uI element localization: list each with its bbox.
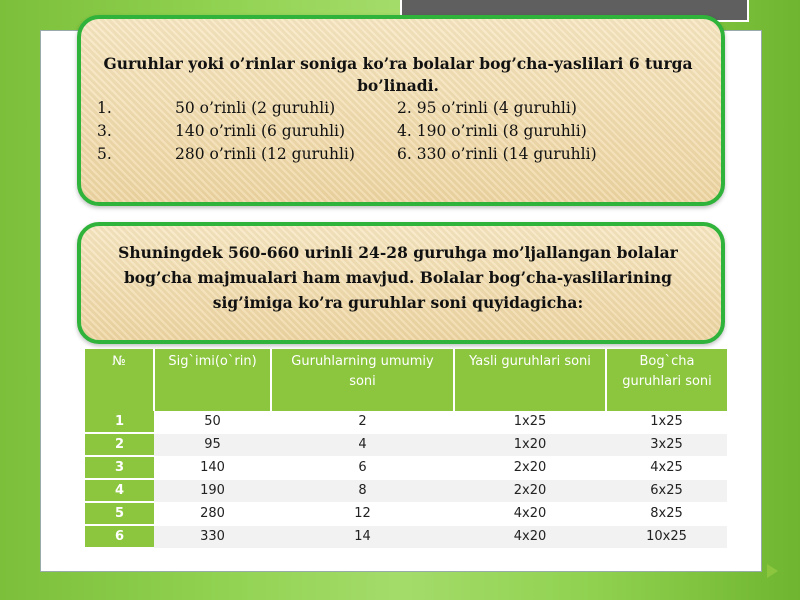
groups-info-list xyxy=(97,97,699,166)
cell-index: 6 xyxy=(85,525,154,548)
cell-nursery-groups: 1x25 xyxy=(454,411,606,433)
cell-index: 4 xyxy=(85,479,154,502)
groups-info-row xyxy=(97,120,699,143)
table-row xyxy=(85,502,727,525)
header-kindergarten-groups: Bog`cha guruhlari soni xyxy=(606,349,727,411)
table-row xyxy=(85,411,727,433)
row-item-left: 50 o’rinli (2 guruhli) xyxy=(175,99,336,117)
complexes-info-text: Shuningdek 560-660 urinli 24-28 guruhga mo’ljallangan bolalar bog’cha majmualari ham mavjud. Bolalar bog’cha-yaslilarining sig’imiga ko’ra guruhlar soni quyidagicha: xyxy=(118,243,678,312)
cell-capacity: 50 xyxy=(154,411,271,433)
cell-total-groups: 14 xyxy=(271,525,454,548)
header-total-groups: Guruhlarning umumiy soni xyxy=(271,349,454,411)
table-row xyxy=(85,525,727,548)
row-item-right: 4. 190 o’rinli (8 guruhli) xyxy=(397,122,587,140)
cell-kindergarten-groups: 6x25 xyxy=(606,479,727,502)
row-number: 1. xyxy=(97,99,112,117)
cell-total-groups: 8 xyxy=(271,479,454,502)
row-item-right: 6. 330 o’rinli (14 guruhli) xyxy=(397,145,597,163)
cell-nursery-groups: 4x20 xyxy=(454,525,606,548)
cell-capacity: 140 xyxy=(154,456,271,479)
groups-info-row xyxy=(97,143,699,166)
cell-total-groups: 12 xyxy=(271,502,454,525)
row-number: 5. xyxy=(97,145,112,163)
cell-capacity: 280 xyxy=(154,502,271,525)
cell-capacity: 190 xyxy=(154,479,271,502)
cell-total-groups: 2 xyxy=(271,411,454,433)
cell-kindergarten-groups: 1x25 xyxy=(606,411,727,433)
table-row xyxy=(85,433,727,456)
cell-nursery-groups: 1x20 xyxy=(454,433,606,456)
cell-kindergarten-groups: 3x25 xyxy=(606,433,727,456)
header-number: № xyxy=(85,349,154,411)
table-row xyxy=(85,479,727,502)
cell-index: 1 xyxy=(85,411,154,433)
cell-capacity: 95 xyxy=(154,433,271,456)
header-capacity: Sig`imi(o`rin) xyxy=(154,349,271,411)
row-item-left: 280 o’rinli (12 guruhli) xyxy=(175,145,355,163)
groups-info-box xyxy=(77,15,725,206)
complexes-info-box xyxy=(77,222,725,344)
cell-kindergarten-groups: 4x25 xyxy=(606,456,727,479)
next-slide-arrow-icon[interactable] xyxy=(767,564,778,578)
table-header-row xyxy=(85,349,727,411)
cell-index: 3 xyxy=(85,456,154,479)
row-item-left: 140 o’rinli (6 guruhli) xyxy=(175,122,346,140)
cell-nursery-groups: 2x20 xyxy=(454,479,606,502)
cell-kindergarten-groups: 8x25 xyxy=(606,502,727,525)
capacity-table xyxy=(85,349,727,549)
row-number: 3. xyxy=(97,122,112,140)
table-row xyxy=(85,456,727,479)
groups-info-title: Guruhlar yoki o’rinlar soniga ko’ra bolalar bog’cha-yaslilari 6 turga bo’linadi. xyxy=(103,54,693,95)
header-nursery-groups: Yasli guruhlari soni xyxy=(454,349,606,411)
cell-total-groups: 4 xyxy=(271,433,454,456)
cell-index: 5 xyxy=(85,502,154,525)
cell-nursery-groups: 4x20 xyxy=(454,502,606,525)
groups-info-row xyxy=(97,97,699,120)
cell-total-groups: 6 xyxy=(271,456,454,479)
cell-kindergarten-groups: 10x25 xyxy=(606,525,727,548)
cell-capacity: 330 xyxy=(154,525,271,548)
cell-index: 2 xyxy=(85,433,154,456)
row-item-right: 2. 95 o’rinli (4 guruhli) xyxy=(397,99,577,117)
cell-nursery-groups: 2x20 xyxy=(454,456,606,479)
